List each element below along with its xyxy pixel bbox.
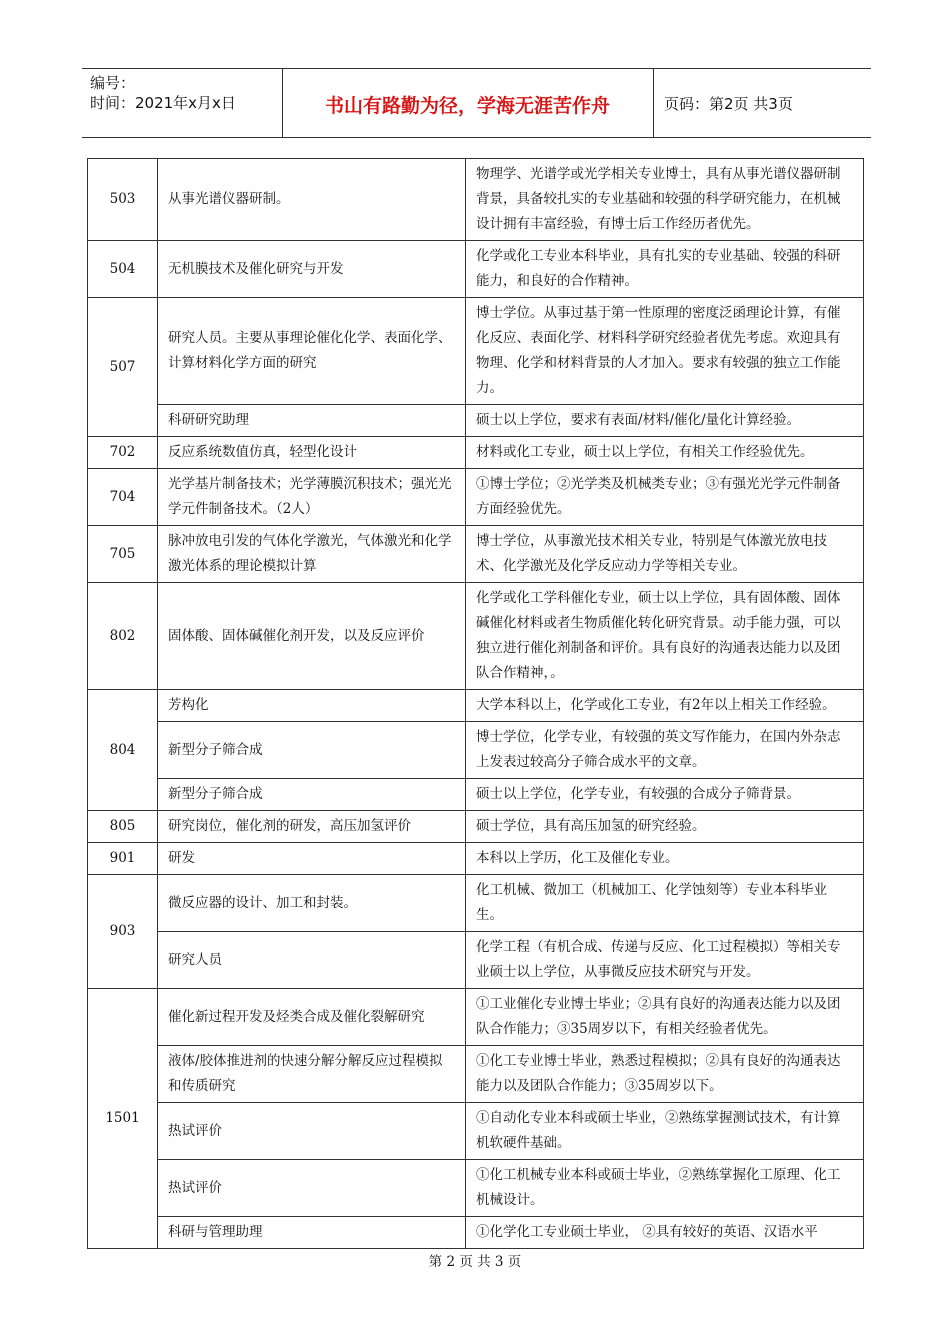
requirement-cell: 化学工程（有机合成、传递与反应、化工过程模拟）等相关专业硕士以上学位，从事微反应技术研究与开发。	[466, 932, 864, 989]
requirement-cell: 硕士学位，具有高压加氢的研究经验。	[466, 811, 864, 843]
header-divider	[653, 69, 654, 137]
doc-number-label: 编号：	[90, 74, 136, 92]
dept-code: 507	[88, 298, 158, 437]
dept-code: 704	[88, 469, 158, 526]
page-header	[82, 68, 871, 138]
doc-time-label: 时间：2021年x月x日	[90, 94, 236, 112]
position-cell: 研究岗位，催化剂的研发，高压加氢评价	[158, 811, 466, 843]
table-row	[88, 583, 864, 690]
requirement-cell: ①自动化专业本科或硕士毕业，②熟练掌握测试技术，有计算机软硬件基础。	[466, 1103, 864, 1160]
table-row	[88, 405, 864, 437]
requirement-cell: 材料或化工专业，硕士以上学位，有相关工作经验优先。	[466, 437, 864, 469]
requirement-cell: 物理学、光谱学或光学相关专业博士，具有从事光谱仪器研制背景，具备较扎实的专业基础和较强的科学研究能力，在机械设计拥有丰富经验，有博士后工作经历者优先。	[466, 159, 864, 241]
dept-code: 504	[88, 241, 158, 298]
requirement-cell: 硕士以上学位，化学专业，有较强的合成分子筛背景。	[466, 779, 864, 811]
position-cell: 反应系统数值仿真，轻型化设计	[158, 437, 466, 469]
position-cell: 从事光谱仪器研制。	[158, 159, 466, 241]
requirement-cell: 博士学位。从事过基于第一性原理的密度泛函理论计算，有催化反应、表面化学、材料科学研究经验者优先考虑。欢迎具有物理、化学和材料背景的人才加入。要求有较强的独立工作能力。	[466, 298, 864, 405]
position-cell: 研究人员	[158, 932, 466, 989]
header-meta	[90, 73, 280, 113]
requirement-cell: 博士学位，从事激光技术相关专业，特别是气体激光放电技术、化学激光及化学反应动力学等相关专业。	[466, 526, 864, 583]
table-row	[88, 1217, 864, 1249]
table-row	[88, 298, 864, 405]
requirement-cell: ①化工机械专业本科或硕士毕业，②熟练掌握化工原理、化工机械设计。	[466, 1160, 864, 1217]
position-cell: 光学基片制备技术；光学薄膜沉积技术；强光光学元件制备技术。（2人）	[158, 469, 466, 526]
table-row	[88, 1046, 864, 1103]
position-cell: 新型分子筛合成	[158, 722, 466, 779]
table-row	[88, 526, 864, 583]
table-row	[88, 811, 864, 843]
header-page-label: 页码：第2页 共3页	[664, 95, 793, 113]
requirement-cell: 硕士以上学位，要求有表面/材料/催化/量化计算经验。	[466, 405, 864, 437]
position-cell: 科研研究助理	[158, 405, 466, 437]
table-row	[88, 1160, 864, 1217]
table-row	[88, 241, 864, 298]
table-row	[88, 843, 864, 875]
requirement-cell: 本科以上学历，化工及催化专业。	[466, 843, 864, 875]
page-footer: 第 2 页 共 3 页	[428, 1254, 522, 1270]
table-row	[88, 875, 864, 932]
requirement-cell: 大学本科以上，化学或化工专业，有2年以上相关工作经验。	[466, 690, 864, 722]
position-cell: 热试评价	[158, 1103, 466, 1160]
requirement-cell: ①化工专业博士毕业，熟悉过程模拟；②具有良好的沟通表达能力以及团队合作能力；③35周岁以下。	[466, 1046, 864, 1103]
table-row	[88, 722, 864, 779]
dept-code: 702	[88, 437, 158, 469]
header-motto: 书山有路勤为径，学海无涯苦作舟	[324, 95, 610, 117]
position-cell: 脉冲放电引发的气体化学激光，气体激光和化学激光体系的理论模拟计算	[158, 526, 466, 583]
dept-code: 901	[88, 843, 158, 875]
position-cell: 研究人员。主要从事理论催化化学、表面化学、计算材料化学方面的研究	[158, 298, 466, 405]
table-row	[88, 469, 864, 526]
position-cell: 科研与管理助理	[158, 1217, 466, 1249]
table-row	[88, 1103, 864, 1160]
requirement-cell: 博士学位，化学专业，有较强的英文写作能力，在国内外杂志上发表过较高分子筛合成水平的文章。	[466, 722, 864, 779]
position-cell: 无机膜技术及催化研究与开发	[158, 241, 466, 298]
position-cell: 催化新过程开发及烃类合成及催化裂解研究	[158, 989, 466, 1046]
position-cell: 芳构化	[158, 690, 466, 722]
dept-code: 804	[88, 690, 158, 811]
table-row	[88, 932, 864, 989]
recruitment-table	[87, 158, 864, 1249]
position-cell: 微反应器的设计、加工和封装。	[158, 875, 466, 932]
position-cell: 热试评价	[158, 1160, 466, 1217]
requirement-cell: ①博士学位；②光学类及机械类专业；③有强光光学元件制备方面经验优先。	[466, 469, 864, 526]
position-cell: 研发	[158, 843, 466, 875]
requirement-cell: ①工业催化专业博士毕业；②具有良好的沟通表达能力以及团队合作能力；③35周岁以下，有相关经验者优先。	[466, 989, 864, 1046]
table-row	[88, 690, 864, 722]
requirement-cell: 化学或化工专业本科毕业，具有扎实的专业基础、较强的科研能力，和良好的合作精神。	[466, 241, 864, 298]
dept-code: 805	[88, 811, 158, 843]
dept-code: 903	[88, 875, 158, 989]
requirement-cell: 化工机械、微加工（机械加工、化学蚀刻等）专业本科毕业生。	[466, 875, 864, 932]
table-row	[88, 437, 864, 469]
requirement-cell: ①化学化工专业硕士毕业， ②具有较好的英语、汉语水平	[466, 1217, 864, 1249]
requirement-cell: 化学或化工学科催化专业，硕士以上学位，具有固体酸、固体碱催化材料或者生物质催化转化研究背景。动手能力强，可以独立进行催化剂制备和评价。具有良好的沟通表达能力以及团队合作精神，。	[466, 583, 864, 690]
position-cell: 固体酸、固体碱催化剂开发，以及反应评价	[158, 583, 466, 690]
table-row	[88, 159, 864, 241]
dept-code: 705	[88, 526, 158, 583]
position-cell: 液体/胶体推进剂的快速分解分解反应过程模拟和传质研究	[158, 1046, 466, 1103]
table-row	[88, 989, 864, 1046]
dept-code: 802	[88, 583, 158, 690]
dept-code: 503	[88, 159, 158, 241]
table-row	[88, 779, 864, 811]
dept-code: 1501	[88, 989, 158, 1249]
position-cell: 新型分子筛合成	[158, 779, 466, 811]
